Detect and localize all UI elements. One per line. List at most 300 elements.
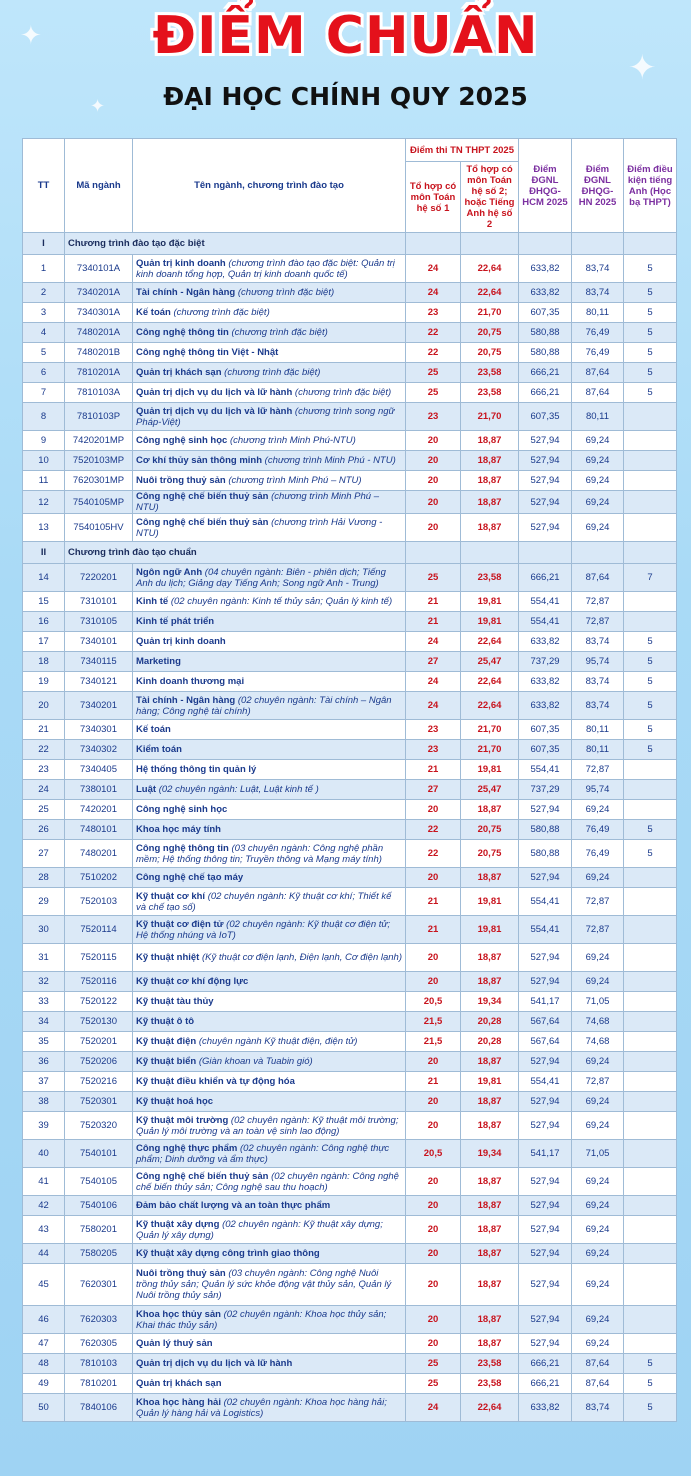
program-name-cell [133,451,406,471]
program-name-cell [133,672,406,692]
table-row [23,888,677,916]
program-name: Luật [136,784,157,795]
program-note: (chương trình đặc biệt) [237,287,335,298]
program-name: Tài chính - Ngân hàng [136,287,236,298]
table-row [23,303,677,323]
english-requirement: 5 [624,1374,677,1394]
row-index: 18 [23,652,65,672]
program-code: 7340302 [65,740,133,760]
row-index: 16 [23,612,65,632]
score-thpt-2: 19,81 [461,1072,519,1092]
score-thpt-2: 22,64 [461,632,519,652]
row-index: 8 [23,403,65,431]
score-thpt-1: 25 [406,383,461,403]
program-note: (chương trình song ngữ Pháp-Việt) [136,405,395,428]
score-thpt-2: 18,87 [461,1196,519,1216]
table-row [23,1140,677,1168]
row-index: 1 [23,255,65,283]
score-thpt-1: 25 [406,1374,461,1394]
english-requirement [624,514,677,542]
program-code: 7340301A [65,303,133,323]
program-note: (chương trình Minh Phú - NTU) [264,455,396,466]
score-dgnl-hn: 83,74 [572,283,624,303]
program-name-cell [133,840,406,868]
program-name: Kiểm toán [136,744,182,755]
row-index: 11 [23,471,65,491]
program-name-cell [133,760,406,780]
score-thpt-2: 23,58 [461,383,519,403]
score-dgnl-hn: 69,24 [572,1306,624,1334]
row-index: 36 [23,1052,65,1072]
program-note: (02 chuyên ngành: Kỹ thuật cơ điện tử; Hệ thống nhúng và IoT) [136,918,391,941]
score-dgnl-hcm: 607,35 [519,303,572,323]
program-note: (chương trình đào tạo đặc biệt: Quản trị kinh doanh tổng hợp, Quản trị kinh doanh quốc tế) [136,257,395,280]
score-dgnl-hcm: 527,94 [519,800,572,820]
program-code: 7520103 [65,888,133,916]
table-row [23,760,677,780]
section-index: I [23,233,65,255]
table-row [23,1112,677,1140]
program-name-cell [133,471,406,491]
table-row [23,916,677,944]
score-thpt-2: 18,87 [461,1052,519,1072]
header-thpt-2: Tổ hợp có môn Toán hệ số 2; hoặc Tiếng Anh hệ số 2 [461,162,519,233]
score-thpt-2: 22,64 [461,692,519,720]
row-index: 12 [23,491,65,514]
row-index: 19 [23,672,65,692]
program-name-cell [133,255,406,283]
score-dgnl-hn: 83,74 [572,255,624,283]
english-requirement: 5 [624,740,677,760]
score-thpt-2: 18,87 [461,1334,519,1354]
row-index: 22 [23,740,65,760]
english-requirement [624,1264,677,1306]
score-thpt-2: 20,75 [461,840,519,868]
row-index: 25 [23,800,65,820]
program-note: (02 chuyên ngành: Khoa học hàng hải; Quản lý hàng hải và Logistics) [136,1396,387,1419]
score-dgnl-hn: 74,68 [572,1012,624,1032]
program-note: (chương trình đặc biệt) [294,387,392,398]
score-dgnl-hcm: 527,94 [519,1216,572,1244]
program-code: 7620301MP [65,471,133,491]
program-note: (02 chuyên ngành: Kỹ thuật môi trường; Quản lý môi trường và an toàn vệ sinh lao động) [136,1114,399,1137]
score-thpt-1: 20 [406,868,461,888]
program-note: (chương trình Minh Phú-NTU) [229,435,356,446]
english-requirement: 5 [624,840,677,868]
score-thpt-1: 21 [406,760,461,780]
score-thpt-1: 23 [406,740,461,760]
score-thpt-2: 19,34 [461,1140,519,1168]
empty-cell [406,233,461,255]
program-name-cell [133,431,406,451]
program-name: Khoa học hàng hải [136,1396,221,1408]
program-name-cell [133,692,406,720]
program-name: Kế toán [136,307,171,318]
program-name: Công nghệ thông tin [136,842,229,854]
score-dgnl-hn: 72,87 [572,760,624,780]
score-thpt-1: 24 [406,632,461,652]
program-name-cell [133,1306,406,1334]
table-row [23,255,677,283]
english-requirement [624,1334,677,1354]
program-name-cell [133,916,406,944]
header-tt: TT [23,139,65,233]
score-dgnl-hcm: 527,94 [519,1334,572,1354]
program-name-cell [133,283,406,303]
score-thpt-1: 24 [406,1394,461,1422]
program-name: Công nghệ thực phẩm [136,1142,238,1154]
score-thpt-2: 18,87 [461,972,519,992]
row-index: 15 [23,592,65,612]
score-dgnl-hcm: 607,35 [519,403,572,431]
table-row [23,632,677,652]
score-thpt-2: 19,34 [461,992,519,1012]
score-dgnl-hcm: 527,94 [519,1092,572,1112]
english-requirement [624,471,677,491]
program-name-cell [133,343,406,363]
table-row [23,800,677,820]
row-index: 5 [23,343,65,363]
score-dgnl-hcm: 580,88 [519,820,572,840]
empty-cell [572,233,624,255]
score-dgnl-hcm: 666,21 [519,564,572,592]
score-dgnl-hcm: 607,35 [519,720,572,740]
empty-cell [519,233,572,255]
score-thpt-2: 22,64 [461,1394,519,1422]
score-table-container [22,138,676,1422]
score-dgnl-hcm: 633,82 [519,1394,572,1422]
program-code: 7340301 [65,720,133,740]
program-name-cell [133,720,406,740]
english-requirement [624,888,677,916]
score-thpt-1: 20 [406,1196,461,1216]
program-code: 7540106 [65,1196,133,1216]
score-dgnl-hcm: 633,82 [519,283,572,303]
table-row [23,612,677,632]
row-index: 41 [23,1168,65,1196]
english-requirement [624,992,677,1012]
program-code: 7520116 [65,972,133,992]
score-dgnl-hcm: 527,94 [519,1196,572,1216]
score-dgnl-hn: 80,11 [572,720,624,740]
program-code: 7520301 [65,1092,133,1112]
program-code: 7480201B [65,343,133,363]
row-index: 3 [23,303,65,323]
score-thpt-1: 24 [406,255,461,283]
program-name-cell [133,1264,406,1306]
score-dgnl-hn: 69,24 [572,451,624,471]
score-dgnl-hcm: 527,94 [519,944,572,972]
score-dgnl-hn: 87,64 [572,363,624,383]
table-row [23,514,677,542]
score-dgnl-hn: 74,68 [572,1032,624,1052]
score-dgnl-hcm: 527,94 [519,471,572,491]
table-row [23,652,677,672]
program-name-cell [133,1092,406,1112]
score-dgnl-hcm: 554,41 [519,916,572,944]
english-requirement [624,972,677,992]
score-dgnl-hn: 69,24 [572,1112,624,1140]
score-dgnl-hcm: 527,94 [519,1306,572,1334]
program-code: 7540101 [65,1140,133,1168]
score-dgnl-hn: 87,64 [572,1354,624,1374]
section-row [23,542,677,564]
score-thpt-1: 23 [406,403,461,431]
row-index: 17 [23,632,65,652]
program-note: (02 chuyên ngành: Kỹ thuật xây dựng; Quản lý xây dựng) [136,1218,383,1241]
score-dgnl-hcm: 580,88 [519,343,572,363]
table-row [23,363,677,383]
score-dgnl-hcm: 527,94 [519,1112,572,1140]
english-requirement [624,403,677,431]
program-code: 7540105 [65,1168,133,1196]
program-name-cell [133,780,406,800]
program-name-cell [133,972,406,992]
row-index: 31 [23,944,65,972]
english-requirement: 5 [624,672,677,692]
program-code: 7520114 [65,916,133,944]
score-thpt-1: 23 [406,303,461,323]
program-note: (chương trình đặc biệt) [231,327,328,338]
program-name-cell [133,612,406,632]
program-code: 7580205 [65,1244,133,1264]
row-index: 28 [23,868,65,888]
program-name: Kỹ thuật môi trường [136,1114,229,1126]
program-name: Công nghệ chế biến thuỷ sản [136,491,269,502]
row-index: 33 [23,992,65,1012]
score-thpt-2: 19,81 [461,592,519,612]
english-requirement: 5 [624,363,677,383]
row-index: 44 [23,1244,65,1264]
score-thpt-2: 18,87 [461,451,519,471]
score-thpt-2: 25,47 [461,652,519,672]
row-index: 13 [23,514,65,542]
header-code: Mã ngành [65,139,133,233]
score-dgnl-hcm: 633,82 [519,632,572,652]
program-code: 7810201A [65,363,133,383]
program-name: Công nghệ thông tin Việt - Nhật [136,347,279,358]
english-requirement [624,592,677,612]
score-dgnl-hn: 69,24 [572,944,624,972]
empty-cell [624,542,677,564]
row-index: 38 [23,1092,65,1112]
program-name-cell [133,632,406,652]
program-note: (03 chuyên ngành: Công nghệ Nuôi trồng thủy sản; Quản lý sức khỏe động vật thủy sản, Quản lý Nuôi trồng thủy sản) [136,1268,392,1301]
score-dgnl-hn: 72,87 [572,612,624,632]
score-dgnl-hn: 72,87 [572,888,624,916]
program-note: (chương trình đặc biệt) [224,367,321,378]
program-name-cell [133,1196,406,1216]
score-thpt-2: 18,87 [461,1306,519,1334]
program-code: 7620305 [65,1334,133,1354]
english-requirement [624,868,677,888]
score-thpt-1: 23 [406,720,461,740]
score-thpt-1: 20 [406,431,461,451]
score-dgnl-hcm: 580,88 [519,323,572,343]
score-dgnl-hn: 69,24 [572,972,624,992]
score-dgnl-hn: 72,87 [572,916,624,944]
row-index: 14 [23,564,65,592]
empty-cell [461,542,519,564]
program-name: Công nghệ chế biến thuỷ sản [136,516,269,528]
score-dgnl-hcm: 527,94 [519,431,572,451]
program-code: 7520115 [65,944,133,972]
row-index: 39 [23,1112,65,1140]
score-dgnl-hn: 69,24 [572,800,624,820]
english-requirement: 5 [624,1394,677,1422]
program-name-cell [133,1140,406,1168]
row-index: 7 [23,383,65,403]
row-index: 21 [23,720,65,740]
score-dgnl-hn: 95,74 [572,652,624,672]
program-name: Kỹ thuật cơ khí [136,890,206,902]
score-thpt-2: 18,87 [461,800,519,820]
program-name-cell [133,514,406,542]
row-index: 10 [23,451,65,471]
english-requirement [624,780,677,800]
program-name: Ngôn ngữ Anh [136,566,203,578]
row-index: 23 [23,760,65,780]
score-thpt-1: 20 [406,944,461,972]
english-requirement [624,1072,677,1092]
table-row [23,383,677,403]
score-thpt-1: 21,5 [406,1012,461,1032]
program-note: (03 chuyên ngành: Công nghệ phần mềm; Hệ thống thông tin; Truyền thông và Mạng máy tính) [136,842,384,865]
score-thpt-1: 21 [406,1072,461,1092]
score-thpt-1: 20 [406,514,461,542]
score-dgnl-hcm: 527,94 [519,1244,572,1264]
program-code: 7340201 [65,692,133,720]
score-thpt-2: 18,87 [461,944,519,972]
row-index: 50 [23,1394,65,1422]
score-dgnl-hn: 69,24 [572,1264,624,1306]
program-name-cell [133,1052,406,1072]
program-code: 7420201MP [65,431,133,451]
table-row [23,992,677,1012]
english-requirement [624,1112,677,1140]
program-name: Khoa học thủy sản [136,1308,221,1320]
score-table [22,138,677,1422]
score-dgnl-hcm: 527,94 [519,1052,572,1072]
program-code: 7520216 [65,1072,133,1092]
score-thpt-2: 23,58 [461,564,519,592]
score-dgnl-hcm: 527,94 [519,972,572,992]
score-dgnl-hcm: 554,41 [519,888,572,916]
program-name: Nuôi trồng thuỷ sản [136,1268,226,1279]
row-index: 6 [23,363,65,383]
section-title: Chương trình đào tạo chuẩn [65,542,406,564]
score-thpt-2: 21,70 [461,303,519,323]
program-code: 7810103P [65,403,133,431]
score-dgnl-hn: 69,24 [572,431,624,451]
section-row [23,233,677,255]
program-code: 7420201 [65,800,133,820]
table-row [23,1394,677,1422]
row-index: 26 [23,820,65,840]
sparkle-decoration: ✦ [628,49,657,87]
english-requirement [624,760,677,780]
score-thpt-2: 22,64 [461,255,519,283]
english-requirement [624,944,677,972]
score-thpt-1: 25 [406,363,461,383]
english-requirement [624,1012,677,1032]
program-name-cell [133,303,406,323]
score-thpt-1: 21 [406,612,461,632]
program-name-cell [133,491,406,514]
english-requirement [624,1140,677,1168]
program-code: 7520103MP [65,451,133,471]
program-code: 7810103 [65,1354,133,1374]
score-thpt-1: 22 [406,840,461,868]
program-name: Công nghệ sinh học [136,804,228,815]
table-row [23,451,677,471]
score-dgnl-hcm: 666,21 [519,383,572,403]
score-thpt-1: 22 [406,820,461,840]
program-note: (02 chuyên ngành: Công nghệ thực phẩm; Dinh dưỡng và ẩm thực) [136,1142,390,1165]
score-dgnl-hcm: 633,82 [519,255,572,283]
table-row [23,1012,677,1032]
table-body [23,233,677,1422]
score-thpt-2: 23,58 [461,1354,519,1374]
table-row [23,780,677,800]
english-requirement: 5 [624,692,677,720]
program-name: Công nghệ thông tin [136,327,229,338]
table-row [23,840,677,868]
row-index: 4 [23,323,65,343]
english-requirement [624,431,677,451]
score-dgnl-hcm: 554,41 [519,1072,572,1092]
program-name-cell [133,888,406,916]
score-thpt-1: 21,5 [406,1032,461,1052]
header-name: Tên ngành, chương trình đào tạo [133,139,406,233]
score-dgnl-hn: 76,49 [572,323,624,343]
score-dgnl-hn: 80,11 [572,403,624,431]
english-requirement: 5 [624,1354,677,1374]
program-name: Quản trị dịch vụ du lịch và lữ hành [136,405,293,417]
row-index: 49 [23,1374,65,1394]
english-requirement [624,1092,677,1112]
program-name-cell [133,1012,406,1032]
score-thpt-2: 18,87 [461,1216,519,1244]
program-name-cell [133,564,406,592]
program-name: Kỹ thuật điện [136,1036,197,1047]
score-thpt-2: 18,87 [461,1244,519,1264]
row-index: 30 [23,916,65,944]
section-title: Chương trình đào tạo đặc biệt [65,233,406,255]
program-code: 7480201 [65,840,133,868]
program-name: Quản trị khách sạn [136,367,222,378]
score-dgnl-hcm: 580,88 [519,840,572,868]
score-thpt-2: 18,87 [461,514,519,542]
english-requirement: 5 [624,383,677,403]
header-thpt-group: Điểm thi TN THPT 2025 [406,139,519,162]
score-dgnl-hn: 87,64 [572,383,624,403]
program-note: (chương trình Minh Phú – NTU) [228,475,362,486]
program-name: Marketing [136,656,181,667]
score-thpt-1: 21 [406,888,461,916]
score-thpt-1: 21 [406,916,461,944]
program-note: (chương trình đặc biệt) [173,307,270,318]
program-name: Kinh tế phát triển [136,616,215,627]
score-dgnl-hn: 76,49 [572,840,624,868]
score-thpt-1: 20 [406,471,461,491]
score-thpt-1: 25 [406,1354,461,1374]
empty-cell [572,542,624,564]
program-name: Tài chính - Ngân hàng [136,694,236,706]
table-row [23,592,677,612]
score-dgnl-hcm: 527,94 [519,451,572,471]
program-code: 7520206 [65,1052,133,1072]
